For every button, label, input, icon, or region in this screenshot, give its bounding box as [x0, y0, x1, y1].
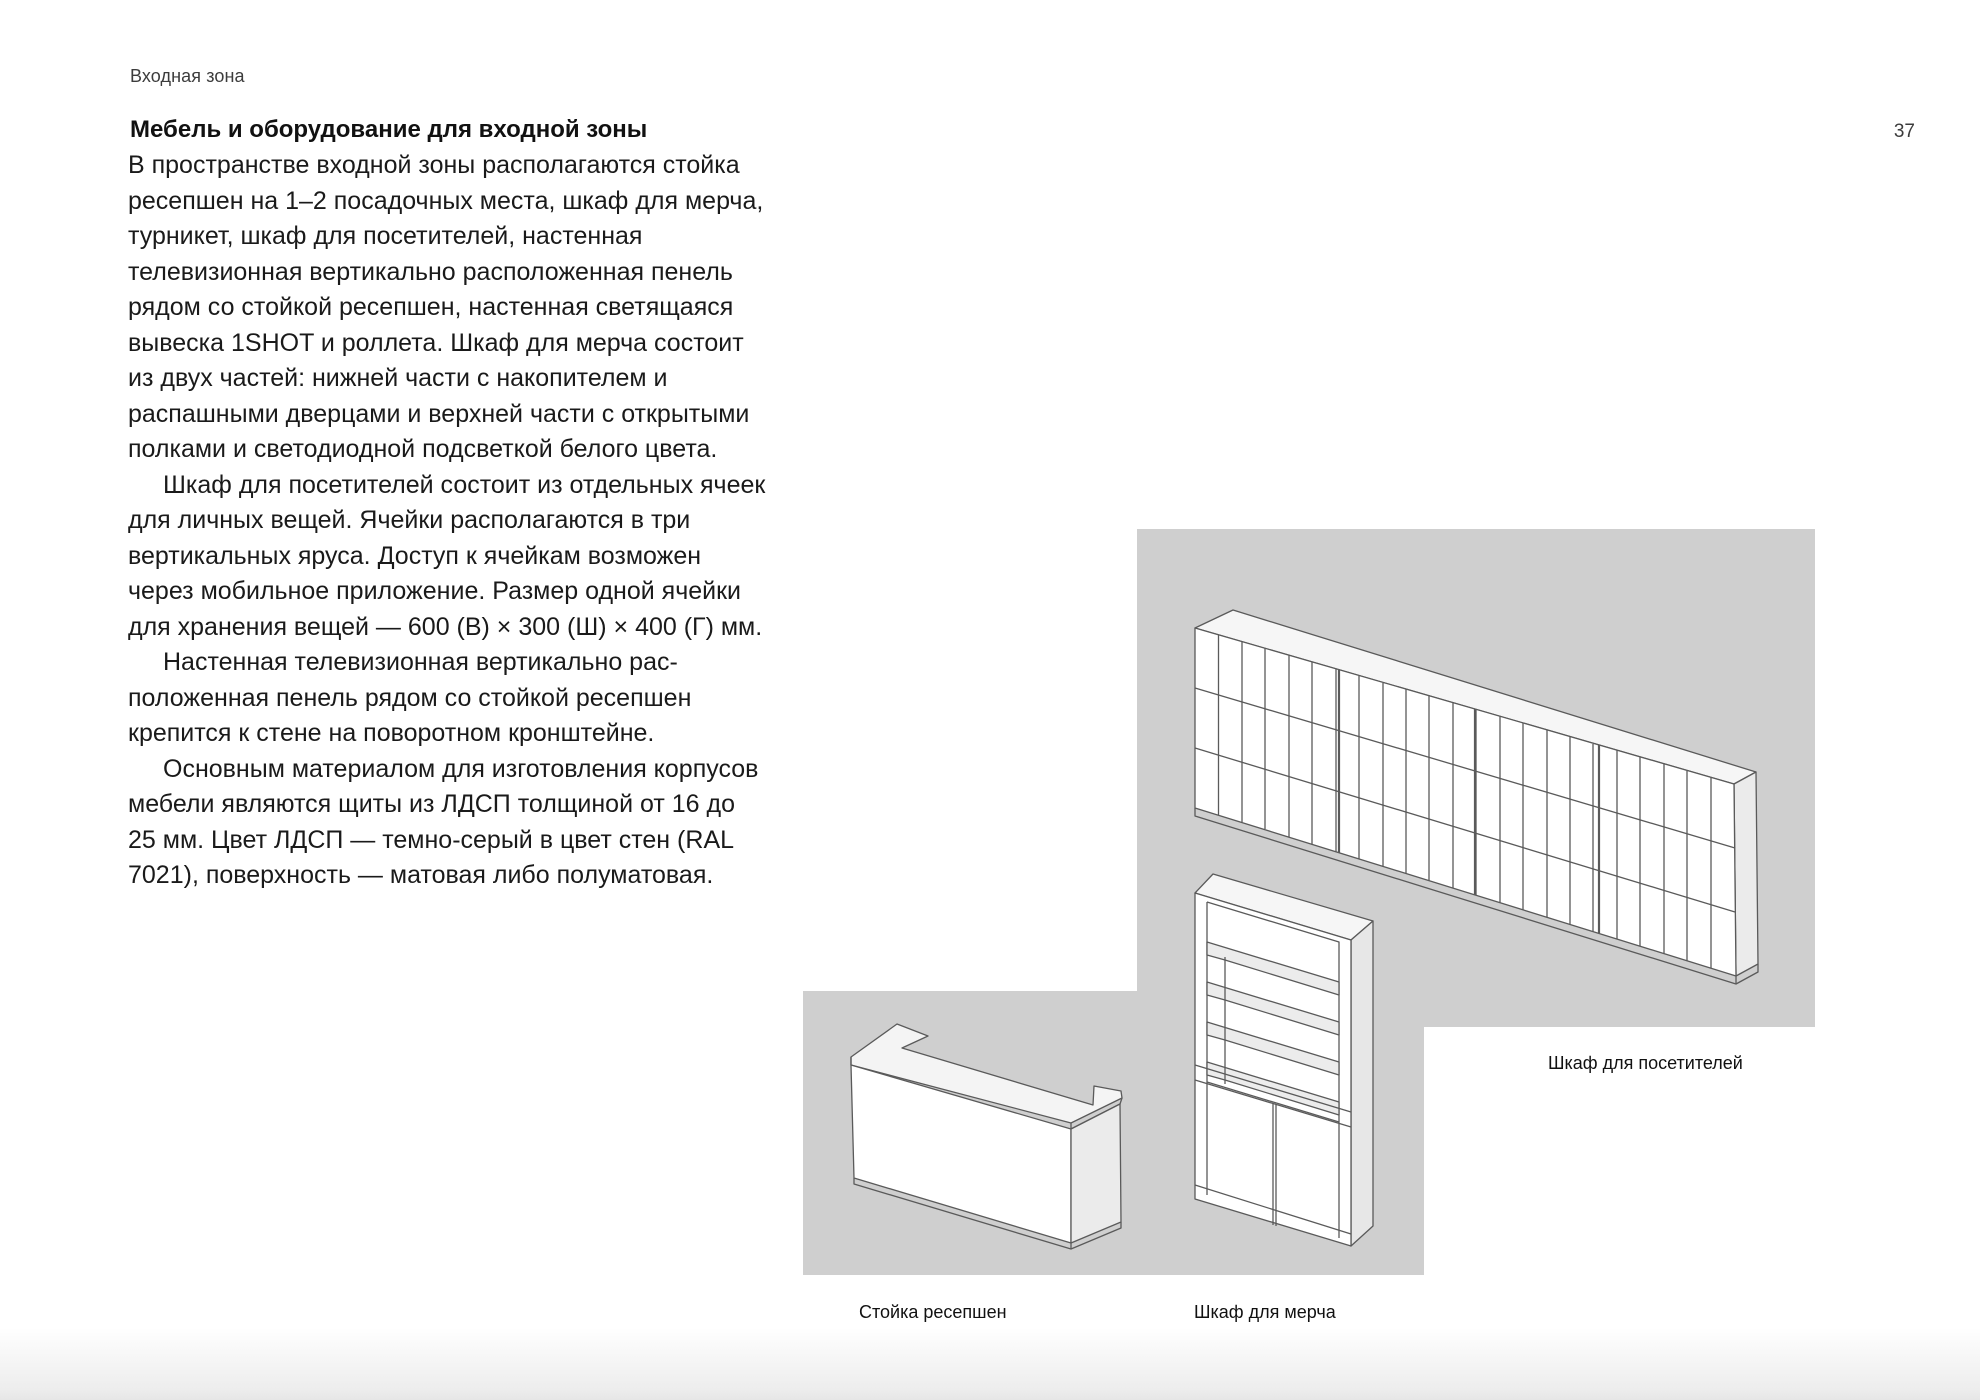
paragraph-tv-panel: Настенная телевизионная вертикально расположенная пенель рядом со стойкой ресепшен крепится к стене на поворотном кронштейне. — [128, 648, 692, 747]
section-label: Входная зона — [130, 66, 245, 86]
paragraph-materials: Основным материалом для изготовления корпусов мебели являются щиты из ЛДСП толщиной от 16 до 25 мм. Цвет ЛДСП — темно-серый в цвет стен (RAL 7021), поверхность — матовая либо полуматовая. — [128, 754, 759, 889]
page-number: 37 — [1893, 121, 1915, 142]
merch-cabinet-illustration — [1195, 874, 1373, 1246]
paragraph-intro: В пространстве входной зоны располагаются стойка ресепшен на 1–2 посадочных места, шкаф для мерча, турникет, шкаф для посетителей, настенная телевизионная вертикально расположенная пенель рядом со стойкой ресепшен, настенная светящаяся вывеска 1SHOT и роллета. Шкаф для мерча состоит из двух частей: нижней части с накопителем и распашными дверцами и верхней части с открытыми полками и светодиодной подсветкой белого цвета. — [128, 151, 764, 463]
paragraph-visitors-cabinet: Шкаф для посетителей состоит из отдельных ячеек для личных вещей. Ячейки располагаются в три вертикальных яруса. Доступ к ячейкам возможен через мобильное приложение. Размер одной ячейки для хранения вещей — 600 (В) × 300 (Ш) × 400 (Г) мм. — [128, 470, 766, 641]
article-title: Мебель и оборудование для входной зоны — [130, 116, 648, 143]
caption-merch-cabinet: Шкаф для мерча — [1194, 1302, 1336, 1322]
caption-reception-desk: Стойка ресепшен — [859, 1302, 1007, 1322]
caption-visitors-cabinet: Шкаф для посетителей — [1548, 1053, 1743, 1073]
reception-desk-illustration — [851, 1024, 1122, 1249]
